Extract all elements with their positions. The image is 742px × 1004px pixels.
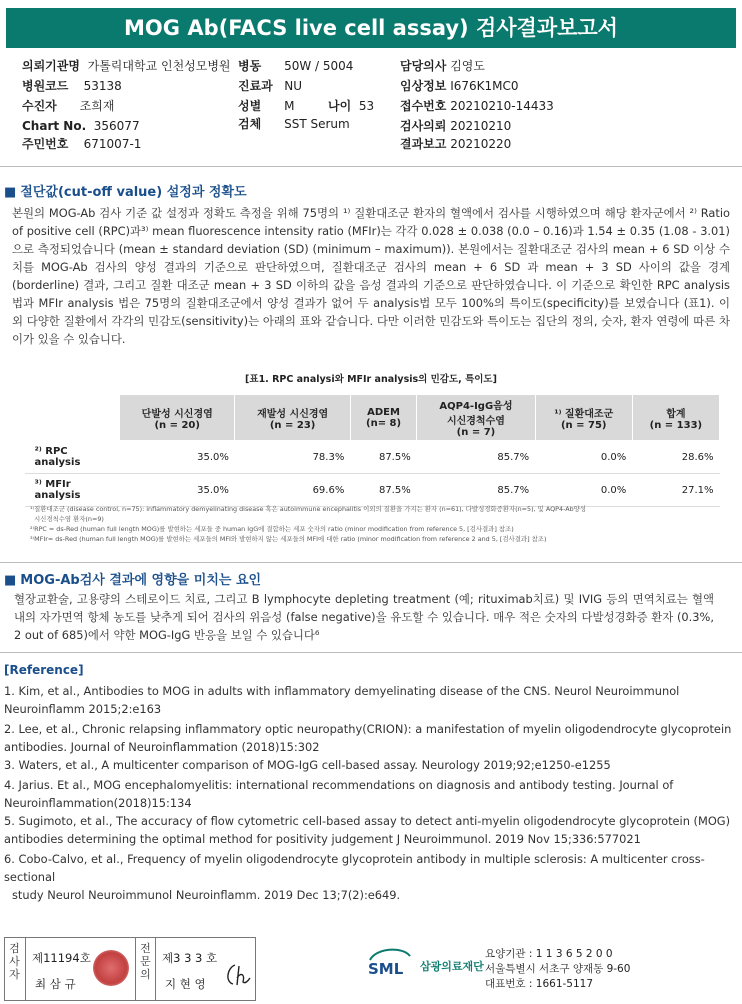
- section-divider: [0, 652, 742, 653]
- table-header-cell: [417, 395, 535, 441]
- sml-logo-icon: [366, 946, 414, 978]
- lab-address: 서울특별시 서초구 양재동 9-60: [485, 963, 631, 975]
- table-cell: 87.5%: [350, 474, 416, 507]
- footnote: ²⁾RPC = ds-Red (human full length MOG)를 발현하는 세포들 중 human IgG에 결합하는 세포 숫자의 ratio (minor modification from reference 5, [검사결과] 참조): [30, 525, 514, 533]
- reference-heading: [Reference]: [4, 663, 84, 677]
- signature-box: [4, 937, 256, 1001]
- section-divider: [0, 562, 742, 563]
- footnote: ¹⁾질환대조군 (disease control, n=75): inflammatory demyelinating disease 혹은 autoimmune encephalitis 이외의 질환을 가지는 환자 (n=61), 다발성경화증환자(n=5), 및 AQP4-Ab양성: [30, 505, 586, 513]
- section-cutoff-paragraph: 본원의 MOG-Ab 검사 기준 값 설정과 정확도 측정을 위해 75명의 ¹⁾ 질환대조군 환자의 혈액에서 검사를 시행하였으며 해당 환자군에서 ²⁾ Ratio of positive cell (RPC)과³⁾ mean fluorescence intensity ratio (MFIr)는 각각 0.028 ± 0.038 (0.0 – 0.16)과 1.54 ± 0.35 (1.08 - 3.01)으로 측정되었습니다 (mean ± standard deviation (SD) (minimum – maximum)). 본원에서는 질환대조군 검사의 mean + 6 SD 이상 수치를 MOG-Ab 검사의 양성 결과의 기준으로 판단하였으며, 질환대조군 검사의 mean + 6 SD 과 mean + 3 SD 사이의 값을 경계 (borderline) 결과, 그리고 질환 대조군 mean + 3 SD 이하의 값을 음성 결과의 기준으로 판단하였습니다. 이 기준으로 확인한 RPC analysis 법과 MFIr analysis 법은 75명의 질환대조군에서 양성 결과가 없어 두 analysis법 모두 100%의 특이도(specificity)를 보였습니다 (표1). 이 외 다양한 질환에서 각각의 민감도(sensitivity)는 아래의 표와 같습니다. 다만 이러한 민감도와 특이도는 집단의 정의, 숫자, 환자 연령에 따른 차이가 있을 수 있습니다.: [12, 206, 730, 346]
- reference-item: 6. Cobo-Calvo, et al., Frequency of myelin oligodendrocyte glycoprotein antibody in multiple sclerosis: A multicenter cross-sectional: [4, 852, 705, 884]
- reference-item: 2. Lee, et al., Chronic relapsing inflammatory optic neuropathy(CRION): a manifestation of myelin oligodendrocyte glycoprotein antibodies. Journal of Neuroinflammation (2018)15:302: [4, 722, 732, 754]
- approver-number: 제3 3 3 호: [162, 951, 218, 965]
- square-bullet-icon: ■: [4, 185, 17, 200]
- table-header-row: [25, 395, 720, 441]
- table-row: [25, 441, 720, 474]
- reference-item: 3. Waters, et al., A multicenter comparison of MOG-IgG cell-based assay. Neurology 2019;92;e1250-e1255: [4, 758, 611, 772]
- approver-name: 지 현 영: [165, 977, 206, 991]
- approver-label: 전문의: [140, 942, 151, 981]
- table-cell: 0.0%: [535, 474, 632, 507]
- box-divider: [155, 938, 156, 1000]
- table-header-cell: [235, 395, 350, 441]
- table-cell: 35.0%: [120, 441, 235, 474]
- chart-row: Chart No. 356077: [22, 119, 140, 133]
- header-text: 단발성 시신경염 (n = 20): [141, 408, 213, 431]
- footnote: ³⁾MFIr= ds-Red (human full length MOG)를 발현하는 세포들의 MFI와 발현하지 않는 세포들의 MFI에 대한 ratio (minor modification from reference 2 and 5, [검사결과] 참조): [30, 535, 547, 543]
- section-cutoff-heading: ■ 절단값(cut-off value) 설정과 정확도: [4, 185, 247, 200]
- box-divider: [135, 938, 136, 1000]
- examiner-name: 최 삼 규: [35, 977, 76, 991]
- header-text: 합계 (n = 133): [649, 408, 703, 431]
- examiner-number: 제11194호: [32, 951, 91, 965]
- table-header-cell: [350, 395, 416, 441]
- hospital-code-row: 병원코드 53138: [22, 79, 122, 93]
- receipt-row: 접수번호 20210210-14433: [400, 99, 554, 113]
- section-divider: [0, 166, 742, 167]
- square-bullet-icon: ■: [4, 573, 17, 588]
- reference-item: 4. Jarius. Et al., MOG encephalomyelitis: international recommendations on diagnosis and antibody testing. Journal of Neuroinflammation(2018)15:134: [4, 778, 674, 810]
- lab-code: 요양기관 : 1 1 3 6 5 2 0 0: [485, 948, 613, 960]
- row-label: ³⁾ MFIr analysis: [25, 474, 120, 507]
- table-corner: [25, 395, 120, 441]
- table-cell: 85.7%: [417, 441, 535, 474]
- table-cell: 69.6%: [235, 474, 350, 507]
- dept-row: 진료과 NU: [238, 79, 302, 93]
- table-cell: 27.1%: [632, 474, 719, 507]
- section-factors-heading: ■ MOG-Ab검사 결과에 영향을 미치는 요인: [4, 573, 262, 588]
- box-divider: [25, 938, 26, 1000]
- report-title: MOG Ab(FACS live cell assay) 검사결과보고서: [6, 8, 736, 48]
- table-header-cell: [632, 395, 719, 441]
- examinee-row: 수진자 조희재: [22, 99, 115, 113]
- signature-icon: [223, 962, 251, 988]
- table-cell: 0.0%: [535, 441, 632, 474]
- report-date-row: 결과보고 20210220: [400, 137, 512, 151]
- examiner-label: 검사자: [9, 942, 20, 981]
- table-cell: 78.3%: [235, 441, 350, 474]
- header-text: 재발성 시신경염 (n = 23): [257, 408, 329, 431]
- header-text: ADEM (n= 8): [366, 406, 402, 429]
- reference-item: 1. Kim, et al., Antibodies to MOG in adults with inflammatory demyelinating disease of the CNS. Neurol Neuroimmunol Neuroinflamm 2015;2:e163: [4, 684, 680, 716]
- sensitivity-table: [24, 394, 720, 507]
- table-cell: 35.0%: [120, 474, 235, 507]
- table-cell: 85.7%: [417, 474, 535, 507]
- clinical-row: 임상정보 I676K1MC0: [400, 79, 519, 93]
- table-caption: [표1. RPC analysi와 MFIr analysis의 민감도, 특이도]: [245, 374, 497, 385]
- table-row: [25, 474, 720, 507]
- header-text: ¹⁾ 질환대조군 (n = 75): [554, 408, 614, 431]
- table-header-cell: [535, 395, 632, 441]
- specimen-row: 검체 SST Serum: [238, 117, 350, 131]
- table-cell: 28.6%: [632, 441, 719, 474]
- org-name: 삼광의료재단: [420, 960, 484, 973]
- footnote: 시신경척수염 환자(n=9): [34, 515, 104, 523]
- sex-row: 성별 M: [238, 99, 295, 113]
- table-cell: 87.5%: [350, 441, 416, 474]
- reference-item: 5. Sugimoto, et al., The accuracy of flow cytometric cell-based assay to detect anti-myelin oligodendrocyte glycoprotein (MOG) antibodies determining the optimal method for positivity judgement J Neuroimmunol. 2019 Nov 15;336:577021: [4, 814, 731, 846]
- table-header-cell: [120, 395, 235, 441]
- institution-row: 의뢰기관명 가톨릭대학교 인천성모병원: [22, 59, 231, 73]
- id-row: 주민번호 671007-1: [22, 137, 142, 151]
- doctor-row: 담당의사 김영도: [400, 59, 485, 73]
- seal-stamp-icon: [93, 950, 129, 986]
- svg-text:SML: SML: [368, 960, 404, 978]
- lab-phone: 대표번호 : 1661-5117: [485, 978, 594, 990]
- request-row: 검사의뢰 20210210: [400, 119, 512, 133]
- header-text: AQP4-IgG음성 시신경척수염 (n = 7): [439, 401, 513, 438]
- age-row: 나이 53: [328, 99, 375, 113]
- reference-item: study Neurol Neuroimmunol Neuroinflamm. 2019 Dec 13;7(2):e649.: [12, 888, 401, 902]
- section-factors-paragraph: 혈장교환술, 고용량의 스테로이드 치료, 그리고 B lymphocyte depleting treatment (예; rituximab치료) 및 IVIG 등의 면역치료는 혈액 내의 자가면역 항체 농도를 낮추게 되어 검사의 위음성 (false negative)을 유도할 수 있습니다. 매우 적은 숫자의 다발성경화증 환자 (0.3%, 2 out of 685)에서 약한 MOG-IgG 반응을 보일 수 있습니다⁶: [14, 592, 714, 642]
- row-label: ²⁾ RPC analysis: [25, 441, 120, 474]
- ward-row: 병동 50W / 5004: [238, 59, 354, 73]
